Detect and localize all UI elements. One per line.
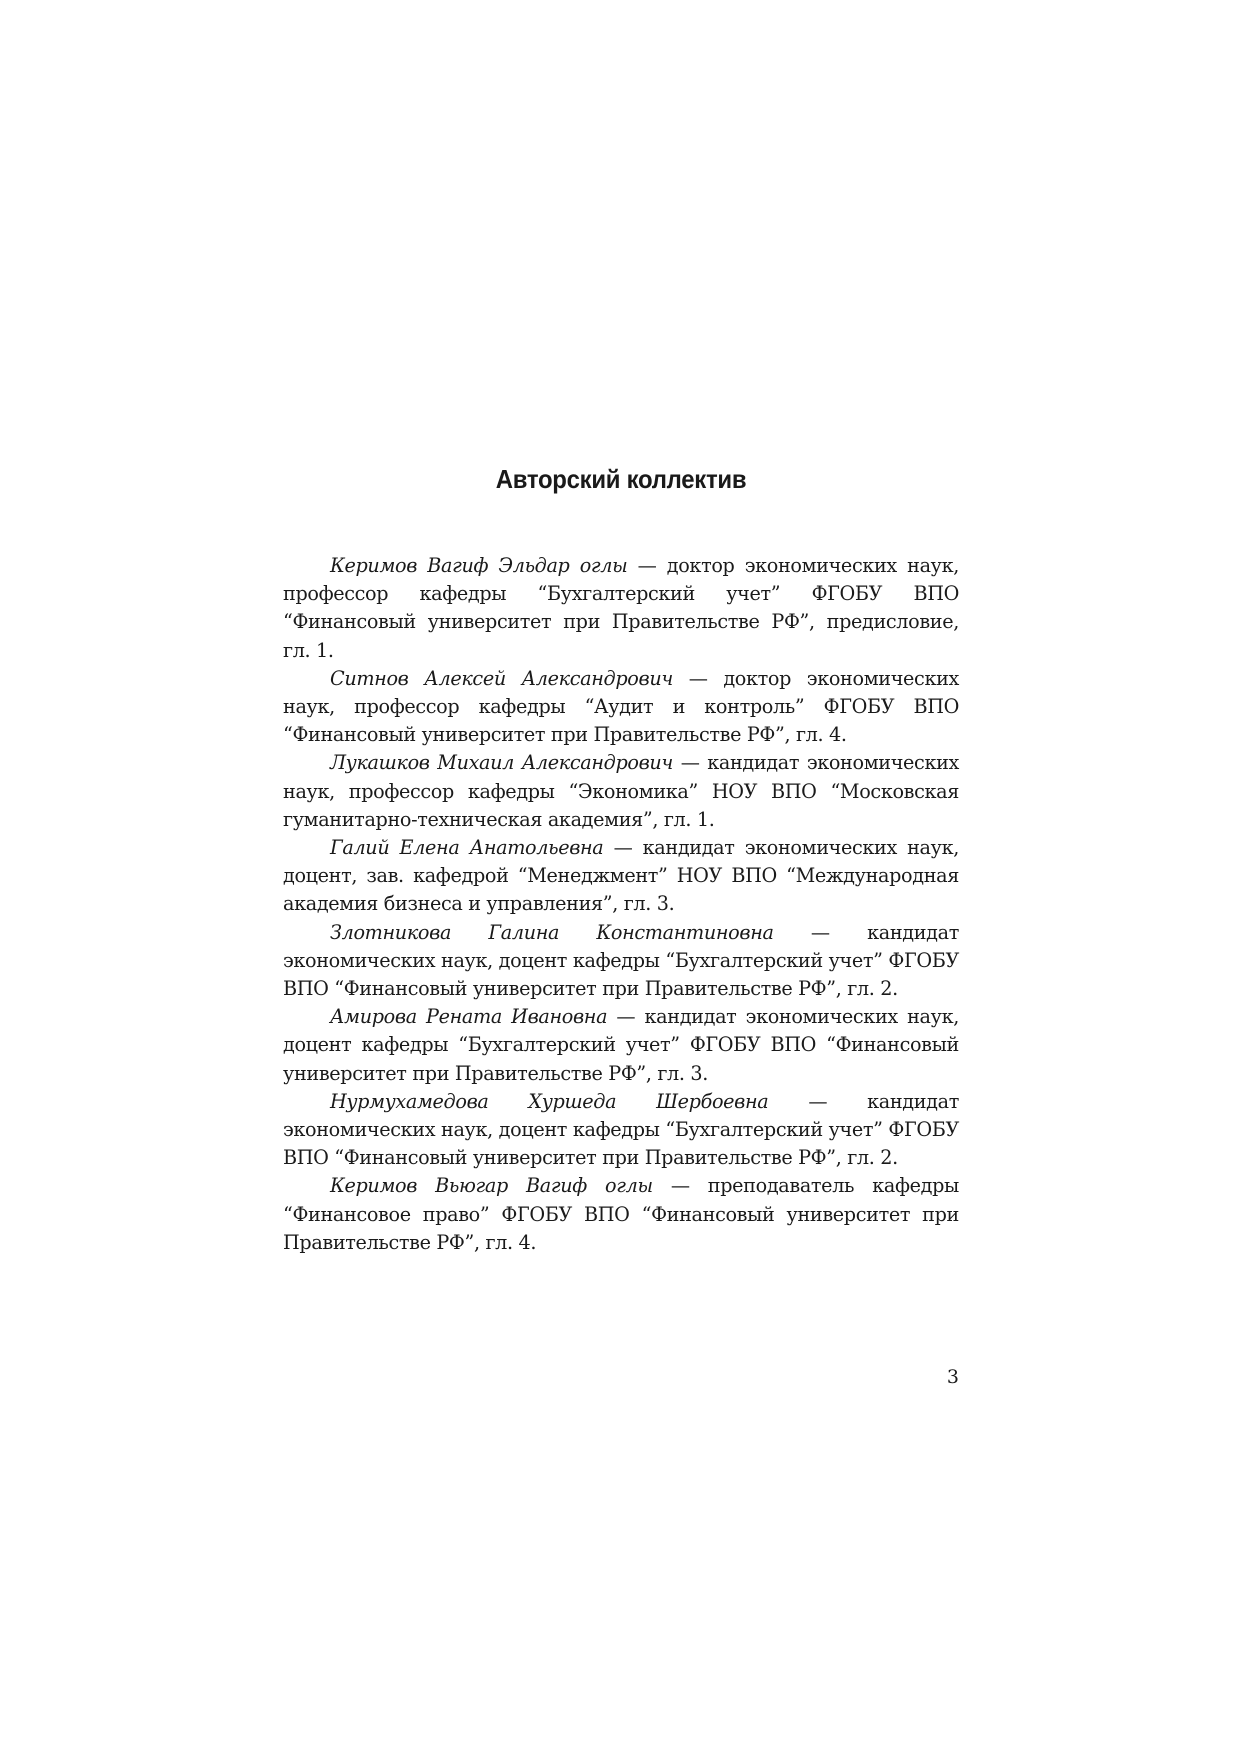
author-name: Галий Елена Анатольевна <box>330 836 604 860</box>
author-name: Керимов Вагиф Эльдар оглы <box>330 554 628 577</box>
author-name: Амирова Рената Ивановна <box>330 1005 608 1029</box>
author-description: — кандидат экономических наук, доцент кафедры “Бухгалтерский учет” ФГОБУ ВПО “Финансовый университет при Правительстве РФ”, гл. 2. <box>283 1089 959 1170</box>
author-name: Злотникова Галина Константиновна <box>330 920 774 944</box>
author-entry <box>283 1172 959 1257</box>
author-description: — кандидат экономических наук, доцент кафедры “Бухгалтерский учет” ФГОБУ ВПО “Финансовый университет при Правительстве РФ”, гл. 2. <box>283 920 960 1001</box>
author-description: — кандидат экономических наук, доцент, зав. кафедрой “Менеджмент” НОУ ВПО “Международная академия бизнеса и управления”, гл. 3. <box>283 836 959 916</box>
author-description: — преподаватель кафедры “Финансовое право” ФГОБУ ВПО “Финансовый университет при Правительстве РФ”, гл. 4. <box>283 1174 959 1254</box>
author-entry <box>283 919 959 1004</box>
author-entry <box>283 834 959 919</box>
book-page <box>283 0 959 1755</box>
author-entry <box>283 665 959 750</box>
author-entry <box>283 1003 959 1088</box>
author-name: Нурмухамедова Хуршеда Шербоевна <box>330 1089 769 1113</box>
author-name: Ситнов Алексей Александрович <box>330 666 673 690</box>
author-name: Керимов Вьюгар Вагиф оглы <box>330 1174 653 1198</box>
author-entry <box>283 1088 959 1173</box>
author-description: — доктор экономических наук, профессор кафедры “Аудит и контроль” ФГОБУ ВПО “Финансовый университет при Правительстве РФ”, гл. 4. <box>283 666 959 747</box>
author-entry <box>283 552 959 665</box>
author-description: — доктор экономических наук, профессор кафедры “Бухгалтерский учет” ФГОБУ ВПО “Финансовый университет при Правительстве РФ”, предисловие, гл. 1. <box>283 554 959 662</box>
author-list <box>283 552 959 1257</box>
page-title: Авторский коллектив <box>495 464 747 494</box>
author-description: — кандидат экономических наук, доцент кафедры “Бухгалтерский учет” ФГОБУ ВПО “Финансовый университет при Правительстве РФ”, гл. 3. <box>283 1005 959 1085</box>
page-number: 3 <box>946 1366 959 1388</box>
author-name: Лукашков Михаил Александрович <box>330 751 674 775</box>
author-entry <box>283 749 959 834</box>
author-description: — кандидат экономических наук, профессор кафедры “Экономика” НОУ ВПО “Московская гуманитарно-техническая академия”, гл. 1. <box>283 751 959 831</box>
